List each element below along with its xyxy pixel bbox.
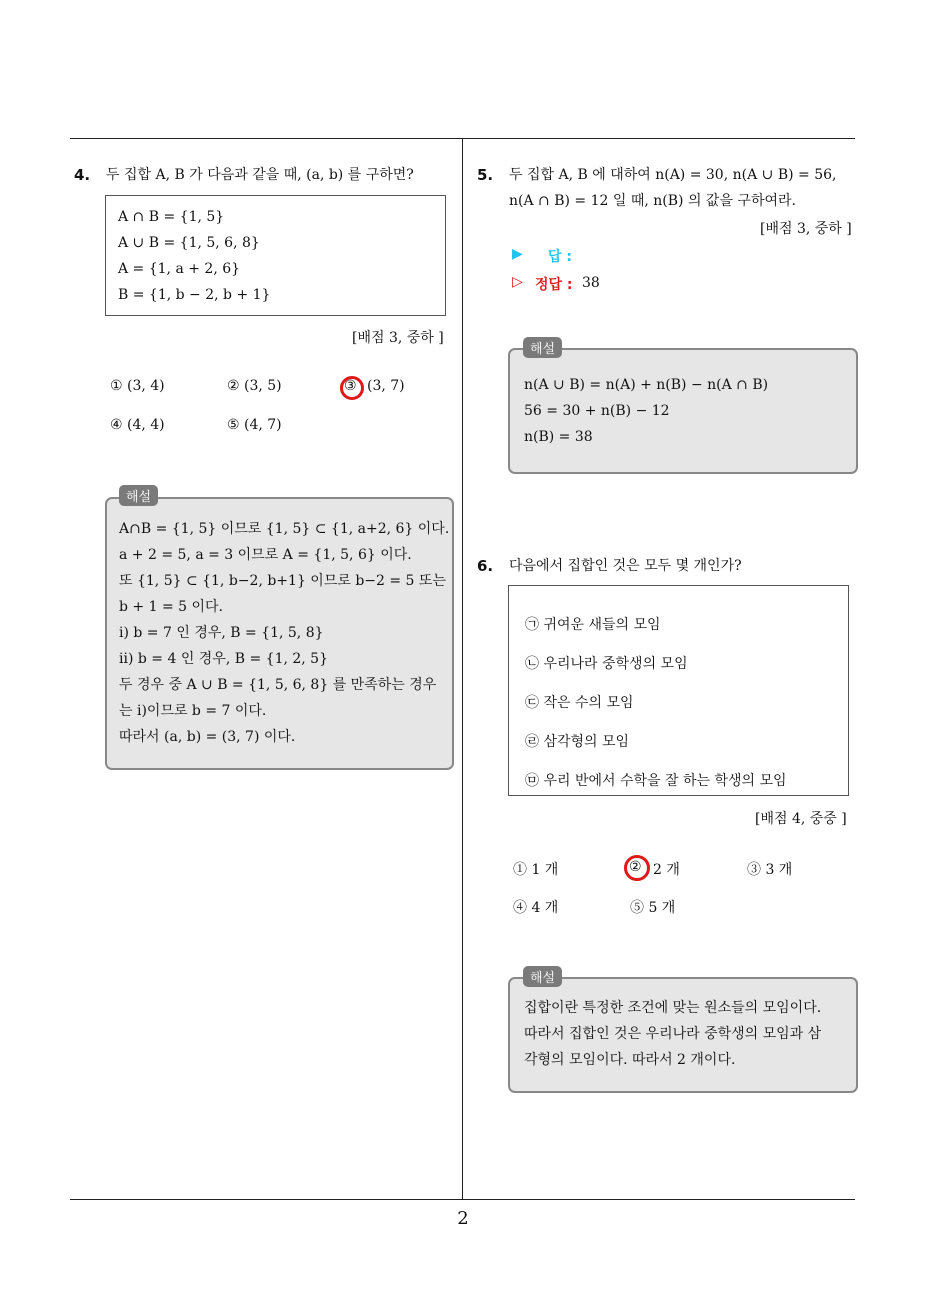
item-line: ㉢ 작은 수의 모임 (525, 695, 634, 711)
condition-line: A ∩ B = {1, 5} (118, 209, 225, 225)
question-5-score: [배점 3, 중하 ] (760, 221, 852, 237)
choice-3[interactable]: ③ 3 개 (747, 862, 793, 878)
choice-2-value[interactable]: 2 개 (653, 862, 680, 878)
solution-line: 따라서 (a, b) = (3, 7) 이다. (119, 729, 296, 745)
question-5-number: 5. (477, 166, 494, 184)
question-5-solution-box (508, 348, 858, 474)
question-6-items-box (508, 585, 849, 796)
answer-label: 답 : (548, 249, 572, 265)
question-4-score: [배점 3, 중하 ] (352, 330, 444, 346)
item-line: ㉡ 우리나라 중학생의 모임 (525, 656, 688, 672)
solution-line: 또 {1, 5} ⊂ {1, b−2, b+1} 이므로 b−2 = 5 또는 (119, 573, 446, 589)
choice-4[interactable]: ④ 4 개 (513, 900, 559, 916)
choice-1[interactable]: ① (3, 4) (110, 378, 165, 394)
solution-line: n(B) = 38 (524, 429, 593, 445)
solution-line: a + 2 = 5, a = 3 이므로 A = {1, 5, 6} 이다. (119, 547, 412, 563)
choice-5[interactable]: ⑤ (4, 7) (227, 417, 282, 433)
correct-label: 정답 : (535, 277, 573, 293)
solution-line: A∩B = {1, 5} 이므로 {1, 5} ⊂ {1, a+2, 6} 이다. (119, 521, 450, 537)
solution-line: n(A ∪ B) = n(A) + n(B) − n(A ∩ B) (524, 377, 769, 393)
question-6-solution-box (508, 977, 858, 1093)
answer-marker-icon: ▶ (512, 246, 523, 262)
correct-answer-value: 38 (582, 275, 600, 291)
question-6-number: 6. (477, 557, 494, 575)
solution-line: 는 ⅰ)이므로 b = 7 이다. (119, 703, 267, 719)
question-4-text: 두 집합 A, B 가 다음과 같을 때, (a, b) 를 구하면? (106, 167, 414, 183)
item-line: ㉠ 귀여운 새들의 모임 (525, 617, 661, 633)
question-4-solution-box (105, 497, 454, 770)
solution-line: 56 = 30 + n(B) − 12 (524, 403, 670, 419)
question-5-text-line1: 두 집합 A, B 에 대하여 n(A) = 30, n(A ∪ B) = 56, (509, 167, 837, 183)
solution-tag: 해설 (523, 337, 562, 358)
item-line: ㉤ 우리 반에서 수학을 잘 하는 학생의 모임 (525, 773, 787, 789)
condition-line: B = {1, b − 2, b + 1} (118, 287, 271, 303)
question-6-score: [배점 4, 중중 ] (755, 811, 847, 827)
solution-tag: 해설 (523, 966, 562, 987)
item-line: ㉣ 삼각형의 모임 (525, 734, 630, 750)
choice-2[interactable]: ② (3, 5) (227, 378, 282, 394)
question-4-conditions-box (105, 195, 446, 316)
solution-line: 각형의 모임이다. 따라서 2 개이다. (524, 1052, 736, 1068)
solution-tag: 해설 (119, 485, 158, 506)
question-4-number: 4. (74, 166, 91, 184)
choice-5[interactable]: ⑤ 5 개 (630, 900, 676, 916)
solution-line: ⅰ) b = 7 인 경우, B = {1, 5, 8} (119, 625, 324, 641)
choice-1[interactable]: ① 1 개 (513, 862, 559, 878)
correct-marker-icon: ▷ (512, 274, 523, 290)
condition-line: A = {1, a + 2, 6} (118, 261, 241, 277)
question-6-text: 다음에서 집합인 것은 모두 몇 개인가? (509, 558, 742, 574)
choice-2-marker[interactable]: ② (629, 859, 642, 875)
solution-line: 두 경우 중 A ∪ B = {1, 5, 6, 8} 를 만족하는 경우 (119, 677, 437, 693)
question-5-text-line2: n(A ∩ B) = 12 일 때, n(B) 의 값을 구하여라. (509, 193, 796, 209)
solution-line: 따라서 집합인 것은 우리나라 중학생의 모임과 삼 (524, 1026, 822, 1042)
condition-line: A ∪ B = {1, 5, 6, 8} (118, 235, 260, 251)
solution-line: 집합이란 특정한 조건에 맞는 원소들의 모임이다. (524, 1000, 822, 1016)
solution-line: ⅱ) b = 4 인 경우, B = {1, 2, 5} (119, 651, 328, 667)
column-divider (462, 138, 463, 1200)
page-number: 2 (457, 1208, 469, 1229)
choice-3-marker[interactable]: ③ (344, 378, 357, 394)
choice-3-value[interactable]: (3, 7) (367, 378, 405, 394)
choice-4[interactable]: ④ (4, 4) (110, 417, 165, 433)
bottom-rule (70, 1199, 855, 1200)
solution-line: b + 1 = 5 이다. (119, 599, 223, 615)
